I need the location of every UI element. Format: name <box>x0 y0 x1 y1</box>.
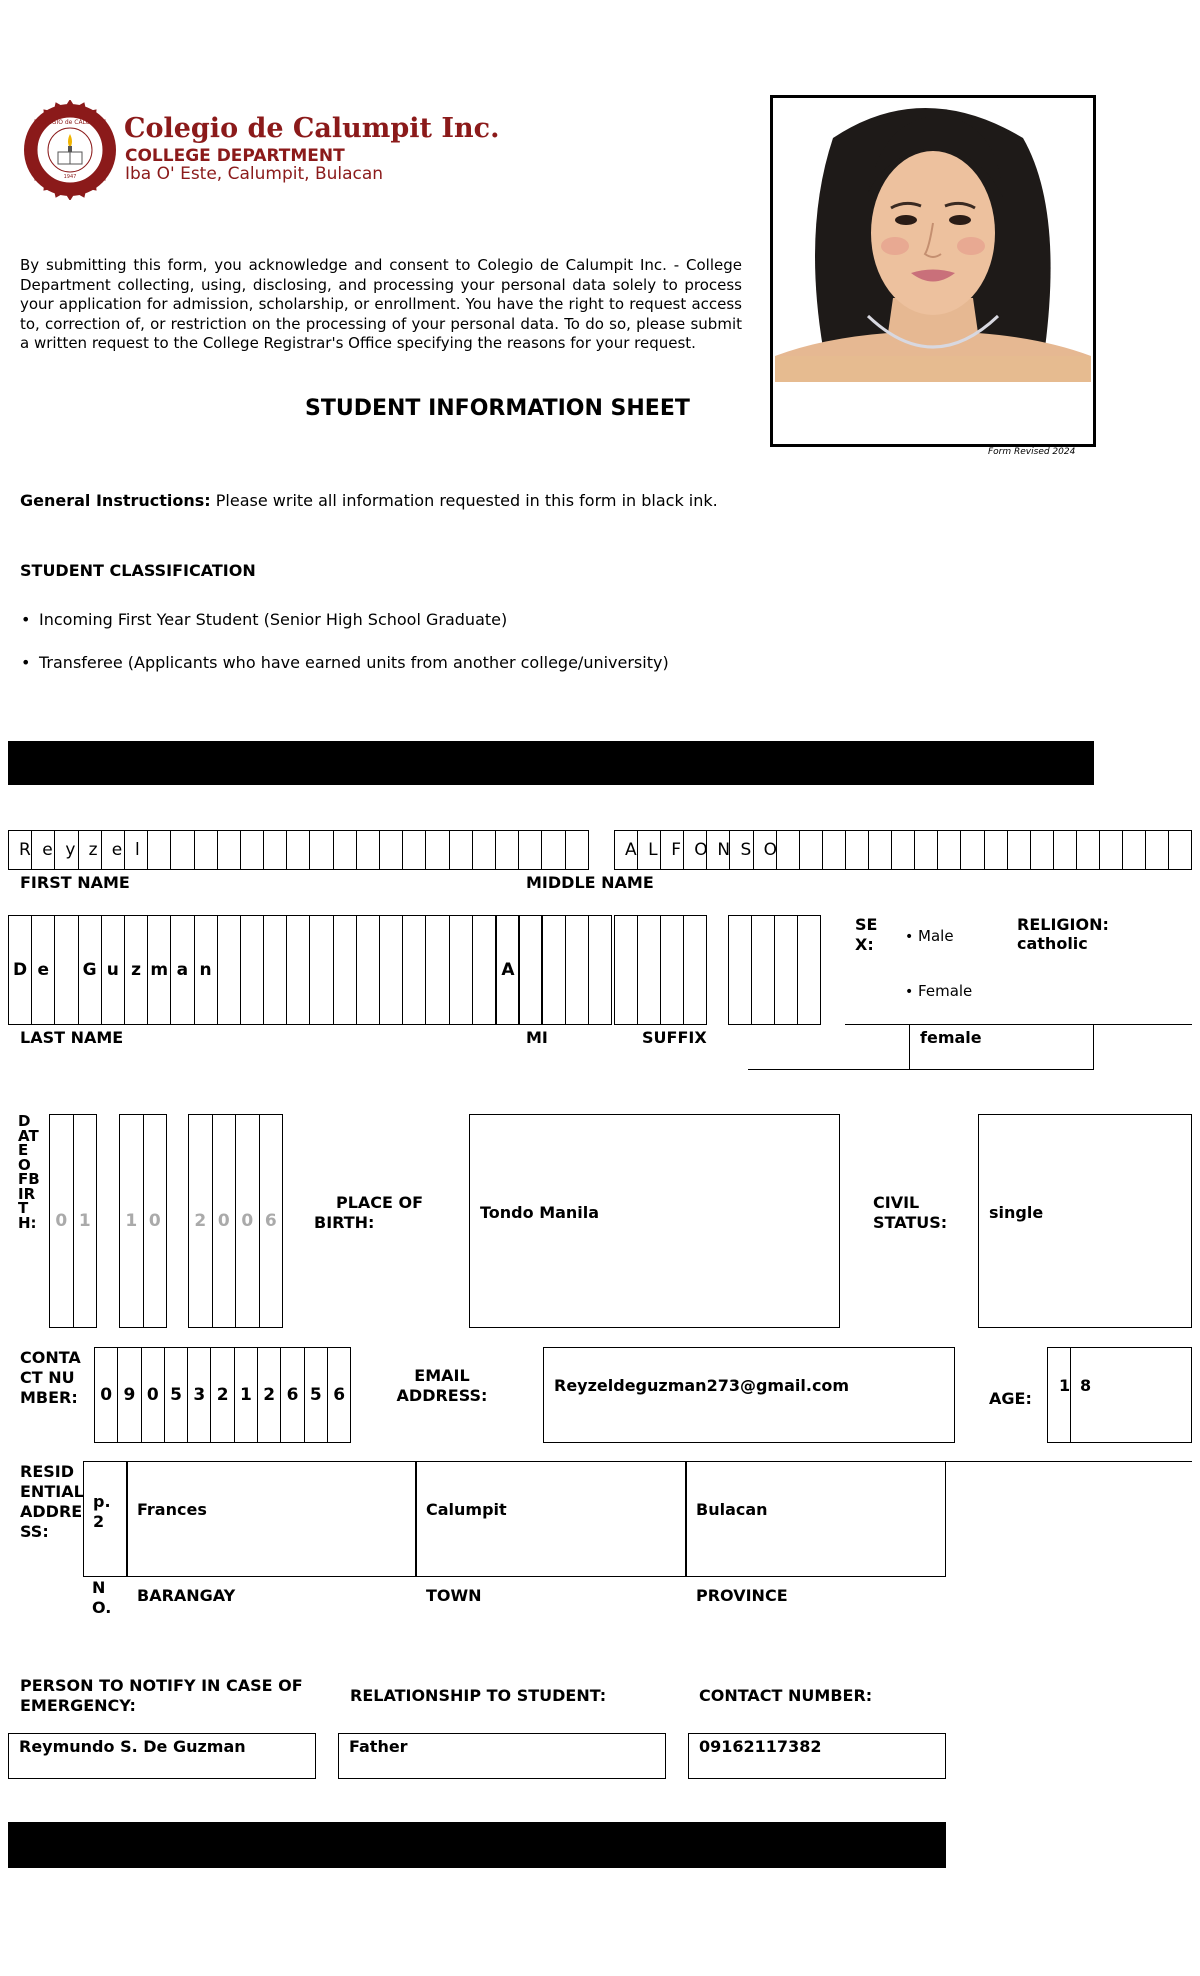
first-name-row-cell[interactable] <box>426 830 449 870</box>
middle-name-row-cell[interactable] <box>615 830 638 870</box>
dob-day-cell[interactable] <box>144 1114 168 1328</box>
age-digit-1: 1 <box>1059 1376 1071 1395</box>
contact-row-cell[interactable] <box>118 1347 141 1443</box>
middle-name-row-cell[interactable] <box>823 830 846 870</box>
middle-name-row-cell[interactable] <box>684 830 707 870</box>
middle-name-row-cell[interactable] <box>846 830 869 870</box>
contact-number-boxes[interactable] <box>94 1347 351 1443</box>
middle-name-row-cell[interactable] <box>1123 830 1146 870</box>
last-name-row-char: e <box>37 960 50 980</box>
first-name-row-cell[interactable] <box>357 830 380 870</box>
address-barangay-label: BARANGAY <box>137 1586 236 1605</box>
email-address-field[interactable] <box>543 1347 955 1443</box>
contact-row-char: 2 <box>216 1385 229 1405</box>
middle-name-row-cell[interactable] <box>938 830 961 870</box>
middle-name-label: MIDDLE NAME <box>526 873 654 892</box>
last-name-row-cell[interactable] <box>403 915 426 1025</box>
student-photo <box>773 98 1093 444</box>
last-name-row-cell[interactable] <box>32 915 55 1025</box>
first-name-row-char: e <box>42 840 53 860</box>
dob-year-cell[interactable] <box>236 1114 260 1328</box>
suffix-row-cell[interactable] <box>615 915 638 1025</box>
middle-name-row-cell[interactable] <box>1031 830 1054 870</box>
first-name-row-char: R <box>19 840 31 860</box>
suffix-row-cell[interactable] <box>638 915 661 1025</box>
middle-name-row-cell[interactable] <box>915 830 938 870</box>
last-name-row-char: G <box>82 960 97 980</box>
dob-day-boxes[interactable] <box>119 1114 167 1328</box>
section-divider-bar-bottom <box>8 1822 946 1868</box>
last-name-row-cell[interactable] <box>334 915 357 1025</box>
contact-row-cell[interactable] <box>188 1347 211 1443</box>
last-name-row-cell[interactable] <box>79 915 102 1025</box>
middle-name-row-cell[interactable] <box>661 830 684 870</box>
extra-row-cell[interactable] <box>798 915 821 1025</box>
address-town-value: Calumpit <box>426 1500 507 1519</box>
middle-name-row-cell[interactable] <box>754 830 777 870</box>
dob-year-char: 2 <box>194 1211 207 1231</box>
middle-name-row-cell[interactable] <box>777 830 800 870</box>
sex-option-female[interactable]: • Female <box>905 982 973 1000</box>
last-name-row-cell[interactable] <box>380 915 403 1025</box>
place-of-birth-value: Tondo Manila <box>480 1203 600 1222</box>
sex-field-divider <box>909 1024 910 1069</box>
middle-name-row-cell[interactable] <box>1054 830 1077 870</box>
middle-name-row-cell[interactable] <box>1077 830 1100 870</box>
college-name: Colegio de Calumpit Inc. <box>124 113 500 144</box>
extra-boxes[interactable] <box>728 915 821 1025</box>
contact-row-char: 6 <box>286 1385 299 1405</box>
emergency-person-label: PERSON TO NOTIFY IN CASE OF EMERGENCY: <box>20 1676 303 1715</box>
suffix-row-cell[interactable] <box>661 915 684 1025</box>
middle-name-row-char: L <box>648 840 658 860</box>
mi-row-cell[interactable] <box>520 915 543 1025</box>
mi-row-cell[interactable] <box>566 915 589 1025</box>
first-name-row-cell[interactable] <box>79 830 102 870</box>
seal-year: 1947 <box>63 174 77 180</box>
contact-number-label: CONTACT NUMBER: <box>20 1348 81 1407</box>
emergency-contact-label: CONTACT NUMBER: <box>699 1686 873 1705</box>
middle-name-row-char: O <box>763 840 777 860</box>
residential-address-label: RESIDENTIAL ADDRESS: <box>20 1462 84 1541</box>
section-divider-bar <box>8 741 1094 785</box>
address-province-field[interactable] <box>685 1461 946 1577</box>
last-name-row-cell[interactable] <box>9 915 32 1025</box>
dob-day-char: 1 <box>125 1211 138 1231</box>
emergency-relationship-field[interactable] <box>338 1733 666 1779</box>
dob-day-char: 0 <box>148 1211 161 1231</box>
contact-row-char: 9 <box>123 1385 136 1405</box>
last-name-row-cell[interactable] <box>171 915 194 1025</box>
college-address: Iba O' Este, Calumpit, Bulacan <box>125 164 384 184</box>
first-name-row-cell[interactable] <box>55 830 78 870</box>
emergency-contact-field[interactable] <box>688 1733 946 1779</box>
contact-row-cell[interactable] <box>328 1347 351 1443</box>
first-name-row-cell[interactable] <box>264 830 287 870</box>
sex-option-male[interactable]: • Male <box>905 927 954 945</box>
first-name-row-cell[interactable] <box>32 830 55 870</box>
extra-row-cell[interactable] <box>775 915 798 1025</box>
extra-row-cell[interactable] <box>752 915 775 1025</box>
sex-field-underline <box>748 1069 1094 1070</box>
last-name-row-cell[interactable] <box>102 915 125 1025</box>
last-name-row-char: n <box>199 960 212 980</box>
suffix-label: SUFFIX <box>642 1028 707 1047</box>
contact-row-char: 6 <box>333 1385 346 1405</box>
middle-name-row-cell[interactable] <box>638 830 661 870</box>
dob-year-boxes[interactable] <box>188 1114 283 1328</box>
middle-name-row-cell[interactable] <box>707 830 730 870</box>
middle-name-row-cell[interactable] <box>985 830 1008 870</box>
student-photo-frame <box>770 95 1096 447</box>
middle-name-row-cell[interactable] <box>800 830 823 870</box>
middle-name-boxes[interactable] <box>614 830 1192 870</box>
dob-year-char: 0 <box>241 1211 254 1231</box>
middle-name-row-char: F <box>671 840 681 860</box>
contact-row-char: 1 <box>240 1385 252 1405</box>
last-name-row-cell[interactable] <box>218 915 241 1025</box>
first-name-row-cell[interactable] <box>9 830 32 870</box>
last-name-row-cell[interactable] <box>310 915 333 1025</box>
contact-row-char: 2 <box>263 1385 276 1405</box>
first-name-row-cell[interactable] <box>148 830 171 870</box>
last-name-row-cell[interactable] <box>55 915 78 1025</box>
dob-year-cell[interactable] <box>260 1114 284 1328</box>
first-name-row-cell[interactable] <box>195 830 218 870</box>
contact-row-cell[interactable] <box>95 1347 118 1443</box>
last-name-row-char: u <box>106 960 119 980</box>
middle-name-row-cell[interactable] <box>1169 830 1192 870</box>
mi-row-char: A <box>501 960 515 980</box>
last-name-row-char: m <box>150 960 169 980</box>
first-name-row-cell[interactable] <box>473 830 496 870</box>
middle-name-row-cell[interactable] <box>730 830 753 870</box>
mi-row-cell[interactable] <box>497 915 520 1025</box>
first-name-row-cell[interactable] <box>542 830 565 870</box>
civil-status-value: single <box>989 1203 1044 1222</box>
first-name-row-cell[interactable] <box>310 830 333 870</box>
sex-option-male-label: Male <box>918 927 954 945</box>
last-name-row-cell[interactable] <box>241 915 264 1025</box>
dob-month-cell[interactable] <box>74 1114 98 1328</box>
age-field-divider <box>1070 1348 1071 1442</box>
dob-year-char: 0 <box>217 1211 230 1231</box>
first-name-row-char: y <box>65 840 76 860</box>
first-name-row-cell[interactable] <box>241 830 264 870</box>
dob-day-cell[interactable] <box>120 1114 144 1328</box>
age-digit-2: 8 <box>1080 1376 1092 1395</box>
place-of-birth-field[interactable] <box>469 1114 840 1328</box>
sex-divider-line <box>845 1024 1192 1025</box>
college-seal-logo <box>20 100 120 200</box>
contact-row-cell[interactable] <box>142 1347 165 1443</box>
religion-value: catholic <box>1017 934 1088 953</box>
dob-month-char: 0 <box>55 1211 68 1231</box>
seal-text: COLEGIO de CALUMPIT <box>35 119 105 126</box>
dob-year-cell[interactable] <box>213 1114 237 1328</box>
age-field[interactable] <box>1047 1347 1192 1443</box>
last-name-row-cell[interactable] <box>287 915 310 1025</box>
first-name-row-cell[interactable] <box>171 830 194 870</box>
address-no-label: NO. <box>92 1578 112 1617</box>
last-name-row-cell[interactable] <box>125 915 148 1025</box>
mi-row-cell[interactable] <box>543 915 566 1025</box>
last-name-row-cell[interactable] <box>450 915 473 1025</box>
middle-name-row-char: N <box>717 840 731 860</box>
email-address-label: EMAIL ADDRESS: <box>396 1366 488 1405</box>
middle-name-row-cell[interactable] <box>892 830 915 870</box>
classification-option-freshman[interactable]: • Incoming First Year Student (Senior High School Graduate) <box>39 610 507 630</box>
first-name-row-cell[interactable] <box>218 830 241 870</box>
emergency-relationship-value: Father <box>349 1737 408 1756</box>
address-province-label: PROVINCE <box>696 1586 788 1605</box>
religion-label: RELIGION: <box>1017 915 1109 934</box>
sex-value[interactable]: female <box>920 1028 982 1047</box>
last-name-row-cell[interactable] <box>357 915 380 1025</box>
contact-row-cell[interactable] <box>211 1347 234 1443</box>
dob-month-boxes[interactable] <box>49 1114 97 1328</box>
first-name-row-cell[interactable] <box>125 830 148 870</box>
first-name-row-cell[interactable] <box>380 830 403 870</box>
place-of-birth-label: PLACE OF BIRTH: <box>314 1193 424 1232</box>
last-name-row-cell[interactable] <box>589 915 612 1025</box>
sex-label: SE X: <box>855 915 878 954</box>
middle-name-row-char: A <box>625 840 637 860</box>
classification-heading: STUDENT CLASSIFICATION <box>20 561 256 580</box>
dob-year-cell[interactable] <box>189 1114 213 1328</box>
civil-status-label: CIVIL STATUS: <box>873 1193 948 1232</box>
dob-year-char: 6 <box>264 1211 277 1231</box>
suffix-row-cell[interactable] <box>684 915 707 1025</box>
address-no-value: p. 2 <box>93 1492 111 1531</box>
middle-name-row-char: O <box>694 840 708 860</box>
instructions-label: General Instructions: <box>20 491 211 510</box>
address-town-label: TOWN <box>426 1586 482 1605</box>
first-name-row-cell[interactable] <box>566 830 589 870</box>
contact-row-cell[interactable] <box>281 1347 304 1443</box>
instructions-text: Please write all information requested in this form in black ink. <box>215 491 718 510</box>
contact-row-cell[interactable] <box>305 1347 328 1443</box>
first-name-row-cell[interactable] <box>496 830 519 870</box>
sex-field-right-edge <box>1093 1024 1094 1070</box>
middle-name-row-cell[interactable] <box>1146 830 1169 870</box>
mi-boxes[interactable] <box>496 915 589 1025</box>
contact-row-char: 3 <box>193 1385 206 1405</box>
contact-row-cell[interactable] <box>258 1347 281 1443</box>
first-name-boxes[interactable] <box>8 830 589 870</box>
first-name-row-cell[interactable] <box>334 830 357 870</box>
dob-month-char: 1 <box>78 1211 91 1231</box>
last-name-row-cell[interactable] <box>148 915 171 1025</box>
college-department: COLLEGE DEPARTMENT <box>125 146 345 166</box>
middle-name-row-cell[interactable] <box>869 830 892 870</box>
address-top-line <box>945 1461 1192 1462</box>
last-name-row-char: a <box>176 960 189 980</box>
first-name-row-cell[interactable] <box>403 830 426 870</box>
mi-label: MI <box>526 1028 548 1047</box>
address-no-field[interactable] <box>83 1461 128 1577</box>
civil-status-field[interactable] <box>978 1114 1192 1328</box>
emergency-relationship-label: RELATIONSHIP TO STUDENT: <box>350 1686 607 1705</box>
sex-option-female-label: Female <box>918 982 973 1000</box>
dob-month-cell[interactable] <box>50 1114 74 1328</box>
last-name-row-cell[interactable] <box>264 915 287 1025</box>
address-province-value: Bulacan <box>696 1500 768 1519</box>
age-label: AGE: <box>989 1389 1032 1408</box>
first-name-row-cell[interactable] <box>102 830 125 870</box>
email-address-value: Reyzeldeguzman273@gmail.com <box>554 1376 850 1395</box>
address-barangay-field[interactable] <box>126 1461 417 1577</box>
middle-name-row-cell[interactable] <box>961 830 984 870</box>
form-title: STUDENT INFORMATION SHEET <box>305 396 690 421</box>
last-name-row-char: D <box>13 960 28 980</box>
first-name-row-cell[interactable] <box>519 830 542 870</box>
middle-name-row-char: S <box>740 840 752 860</box>
address-barangay-value: Frances <box>137 1500 207 1519</box>
contact-row-char: 0 <box>100 1385 113 1405</box>
first-name-row-char: e <box>111 840 123 860</box>
contact-row-char: 5 <box>170 1385 182 1405</box>
contact-row-char: 5 <box>309 1385 322 1405</box>
contact-row-cell[interactable] <box>165 1347 188 1443</box>
last-name-row-char: z <box>131 960 141 980</box>
middle-name-row-cell[interactable] <box>1008 830 1031 870</box>
middle-name-row-cell[interactable] <box>1100 830 1123 870</box>
classification-option-transferee[interactable]: • Transferee (Applicants who have earned units from another college/university) <box>39 653 669 673</box>
last-name-label: LAST NAME <box>20 1028 124 1047</box>
extra-row-cell[interactable] <box>729 915 752 1025</box>
general-instructions <box>20 491 718 511</box>
form-revised-note: Form Revised 2024 <box>988 447 1076 457</box>
suffix-boxes[interactable] <box>614 915 707 1025</box>
last-name-row-cell[interactable] <box>473 915 496 1025</box>
first-name-row-cell[interactable] <box>287 830 310 870</box>
consent-text: By submitting this form, you acknowledge and consent to Colegio de Calumpit Inc. - College Department collecting, using, disclosing, and processing your personal data solely to process your application for admission, scholarship, or enrollment. You have the right to request access to, correction of, or restriction on the processing of your personal data. To do so, please submit a written request to the College Registrar's Office specifying the reasons for your request. <box>20 256 742 352</box>
first-name-row-cell[interactable] <box>450 830 473 870</box>
first-name-label: FIRST NAME <box>20 873 130 892</box>
last-name-row-cell[interactable] <box>426 915 449 1025</box>
date-of-birth-label: DATEOFBIRTH: <box>18 1112 40 1232</box>
emergency-person-field[interactable] <box>8 1733 316 1779</box>
first-name-row-char: z <box>88 840 98 860</box>
first-name-row-char: l <box>134 840 140 860</box>
emergency-person-value: Reymundo S. De Guzman <box>19 1737 246 1756</box>
last-name-row-cell[interactable] <box>195 915 218 1025</box>
contact-row-cell[interactable] <box>235 1347 258 1443</box>
address-town-field[interactable] <box>415 1461 687 1577</box>
emergency-contact-value: 09162117382 <box>699 1737 822 1756</box>
contact-row-char: 0 <box>146 1385 159 1405</box>
